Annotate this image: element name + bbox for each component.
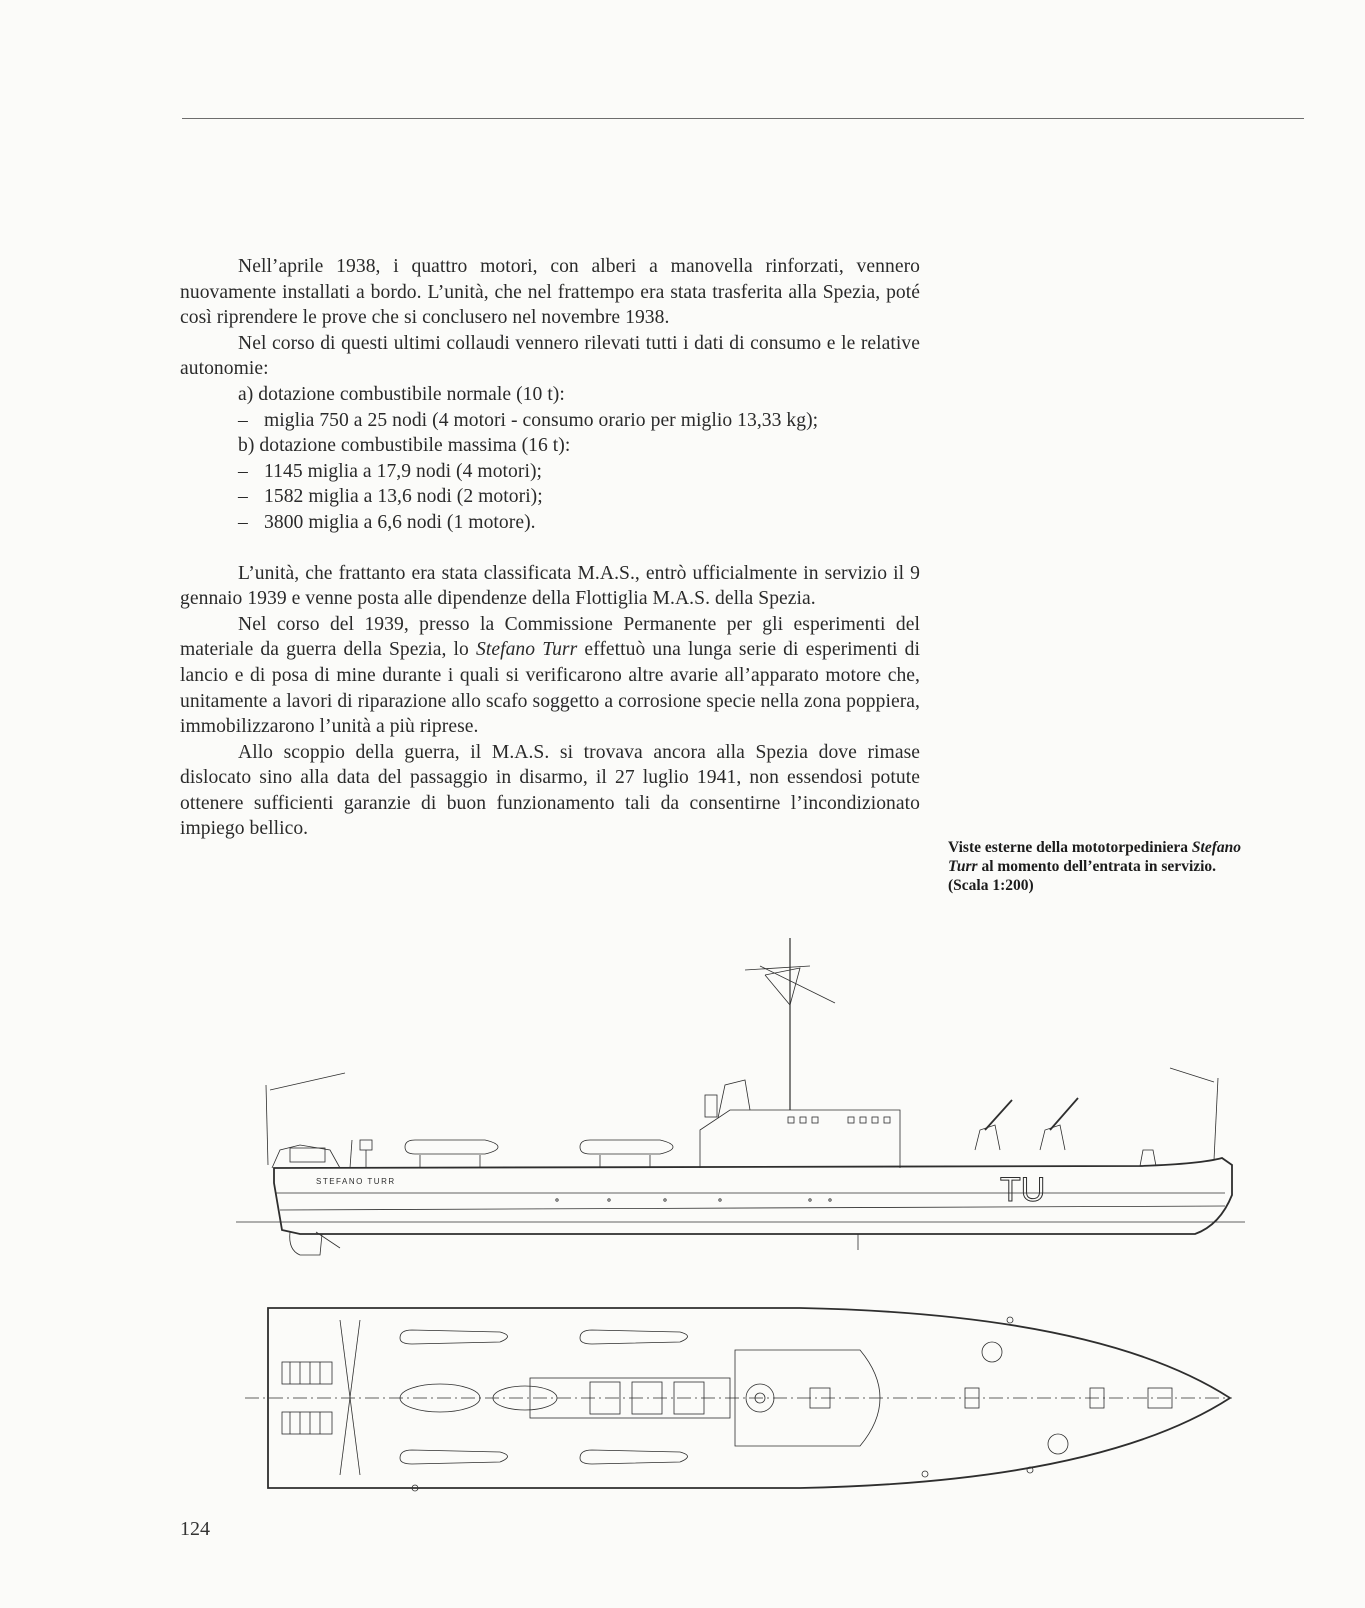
paragraph: Nel corso di questi ultimi collaudi vennero rilevati tutti i dati di consumo e le relative autonomie:: [180, 332, 920, 380]
ship-name: Stefano Turr: [475, 639, 578, 661]
hull-line: [280, 1206, 1225, 1210]
dash: –: [238, 409, 248, 431]
flagstaff: [266, 1085, 268, 1165]
torpedo: [400, 1330, 508, 1344]
stern-gear: [272, 1145, 340, 1168]
porthole: [860, 1117, 866, 1123]
torpedo: [580, 1140, 673, 1154]
stanchion: [350, 1140, 352, 1168]
side-view: [236, 938, 1245, 1255]
hull-fitting: [719, 1199, 721, 1201]
gun-barrel: [1050, 1098, 1078, 1130]
hull-fitting: [809, 1199, 811, 1201]
stern-rack: [282, 1362, 332, 1384]
hull-fitting: [829, 1199, 831, 1201]
torpedo: [580, 1330, 688, 1344]
porthole: [788, 1117, 794, 1123]
stay-wire: [270, 1073, 345, 1090]
plan-view: [245, 1308, 1232, 1491]
list-item-text: 1145 miglia a 17,9 nodi (4 motori);: [264, 460, 543, 482]
funnel: [718, 1080, 750, 1118]
hull: [274, 1158, 1232, 1234]
porthole: [884, 1117, 890, 1123]
machine-gun: [1040, 1125, 1065, 1150]
caption-part: al momento dell’entrata in servizio. (Scala 1:200): [948, 858, 1217, 894]
hull-fitting: [664, 1199, 666, 1201]
paragraph: Nell’aprile 1938, i quattro motori, con alberi a manovella rinforzati, vennero nuovamente installati a bordo. L’unità, che nel frattempo era stata trasferita alla Spezia, poté così riprendere le prove che si conclusero nel novembre 1938.: [180, 256, 920, 329]
porthole: [800, 1117, 806, 1123]
porthole: [872, 1117, 878, 1123]
hull-fitting: [556, 1199, 558, 1201]
bollard: [922, 1471, 928, 1477]
list-item-text: 1582 miglia a 13,6 nodi (2 motori);: [264, 486, 543, 508]
dash: –: [238, 460, 248, 482]
rudder: [290, 1232, 322, 1255]
gun-mount: [982, 1342, 1002, 1362]
paragraph: L’unità, che frattanto era stata classificata M.A.S., entrò ufficialmente in servizio il 9 gennaio 1939 e venne posta alle dipendenze della Flottiglia M.A.S. della Spezia.: [180, 562, 920, 610]
ventilator: [705, 1095, 717, 1117]
paragraph-part: Nel corso del 1939, presso la Commissione Permanente per gli esperimenti del materiale da guerra della Spezia, lo: [180, 613, 920, 661]
porthole: [812, 1117, 818, 1123]
hull-fitting: [608, 1199, 610, 1201]
gun-barrel: [985, 1100, 1012, 1130]
torpedo: [400, 1450, 508, 1464]
paragraph-part: effettuò una lunga serie di esperimenti di lancio e di posa di mine durante i quali si verificarono altre avarie all’apparato motore che, unitamente a lavori di riparazione allo scafo soggetto a corrosione specie nella zona poppiera, immobilizzarono l’unità a più riprese.: [180, 639, 920, 738]
paragraph: Allo scoppio della guerra, il M.A.S. si trovava ancora alla Spezia dove rimase dislocato sino alla data del passaggio in disarmo, il 27 luglio 1941, non essendosi potute ottenere sufficienti garanzie di buon funzionamento tali da consentirne l’incondizionato impiego bellico.: [180, 741, 920, 840]
list-item: b) dotazione combustibile massima (16 t):: [238, 435, 571, 457]
dash: –: [238, 511, 248, 533]
list-item-text: miglia 750 a 25 nodi (4 motori - consumo orario per miglio 13,33 kg);: [264, 409, 819, 431]
torpedo: [405, 1140, 498, 1154]
fitting: [360, 1140, 372, 1150]
dash: –: [238, 486, 248, 508]
bollard: [1007, 1317, 1013, 1323]
stern-gear: [290, 1148, 325, 1162]
porthole: [848, 1117, 854, 1123]
dinghy: [493, 1386, 557, 1410]
jackstaff: [1214, 1078, 1218, 1160]
list-item: a) dotazione combustibile normale (10 t):: [238, 383, 565, 405]
stern-rack: [282, 1412, 332, 1434]
page-number: 124: [180, 1518, 210, 1540]
radio-antenna: [765, 968, 800, 1005]
bow-fitting: [1140, 1150, 1156, 1166]
gun-mount: [1048, 1434, 1068, 1454]
yard-arm: [760, 966, 835, 1003]
torpedo: [580, 1450, 688, 1464]
caption-ship-name: Stefano Turr: [948, 839, 1242, 875]
stay-wire: [1170, 1068, 1214, 1082]
bow-letters: TU: [1000, 1171, 1046, 1209]
caption-part: Viste esterne della mototorpediniera: [948, 839, 1189, 856]
list-item-text: 3800 miglia a 6,6 nodi (1 motore).: [264, 511, 536, 533]
hull-name: STEFANO TURR: [316, 1177, 396, 1186]
machine-gun: [975, 1125, 1000, 1150]
